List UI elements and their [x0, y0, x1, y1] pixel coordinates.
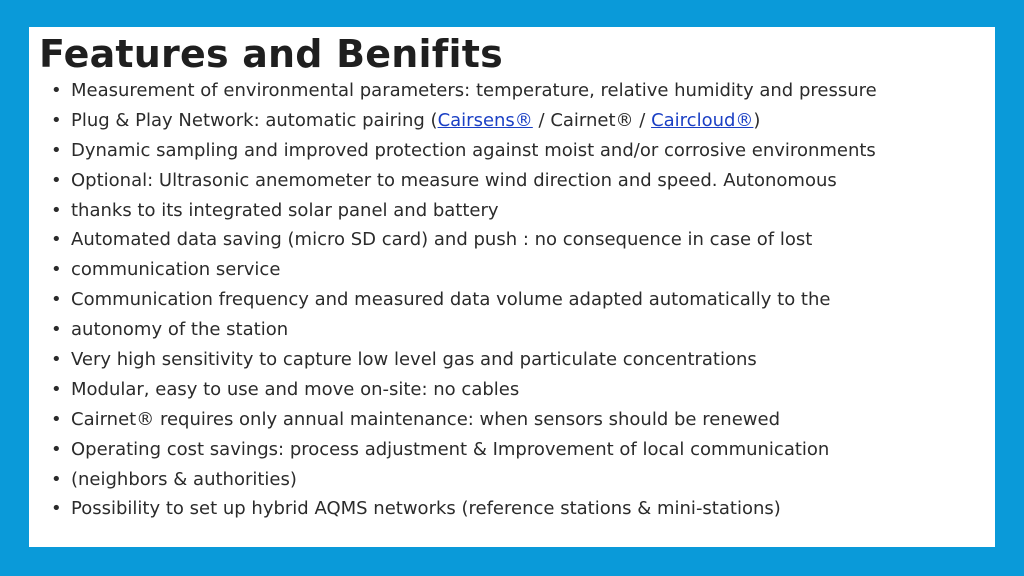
bullet-item: • thanks to its integrated solar panel and battery: [51, 196, 877, 226]
bullet-text: Plug & Play Network: automatic pairing (: [71, 109, 438, 131]
bullet-item: • Communication frequency and measured data volume adapted automatically to the: [51, 285, 877, 315]
bullet-item: • autonomy of the station: [51, 315, 877, 345]
bullet-item: • Dynamic sampling and improved protection against moist and/or corrosive environments: [51, 136, 877, 166]
bullet-item: • (neighbors & authorities): [51, 465, 877, 495]
slide-panel: [29, 27, 995, 547]
caircloud-link[interactable]: Caircloud®: [651, 109, 754, 131]
feature-list: [51, 76, 877, 524]
bullet-item: [51, 106, 877, 136]
bullet-text: / Cairnet® /: [532, 109, 652, 131]
bullet-item: • Measurement of environmental parameters: temperature, relative humidity and pressure: [51, 76, 877, 106]
bullet-item: • Possibility to set up hybrid AQMS networks (reference stations & mini-stations): [51, 494, 877, 524]
bullet-item: • Operating cost savings: process adjustment & Improvement of local communication: [51, 435, 877, 465]
bullet-item: • Cairnet® requires only annual maintenance: when sensors should be renewed: [51, 405, 877, 435]
bullet-item: • Very high sensitivity to capture low level gas and particulate concentrations: [51, 345, 877, 375]
bullet-item: • Optional: Ultrasonic anemometer to measure wind direction and speed. Autonomous: [51, 166, 877, 196]
bullet-item: • communication service: [51, 255, 877, 285]
bullet-item: • Automated data saving (micro SD card) and push : no consequence in case of lost: [51, 225, 877, 255]
cairsens-link[interactable]: Cairsens®: [437, 109, 533, 131]
slide-title: Features and Benifits: [39, 32, 503, 76]
bullet-text: ): [753, 109, 761, 131]
bullet-item: • Modular, easy to use and move on-site: no cables: [51, 375, 877, 405]
